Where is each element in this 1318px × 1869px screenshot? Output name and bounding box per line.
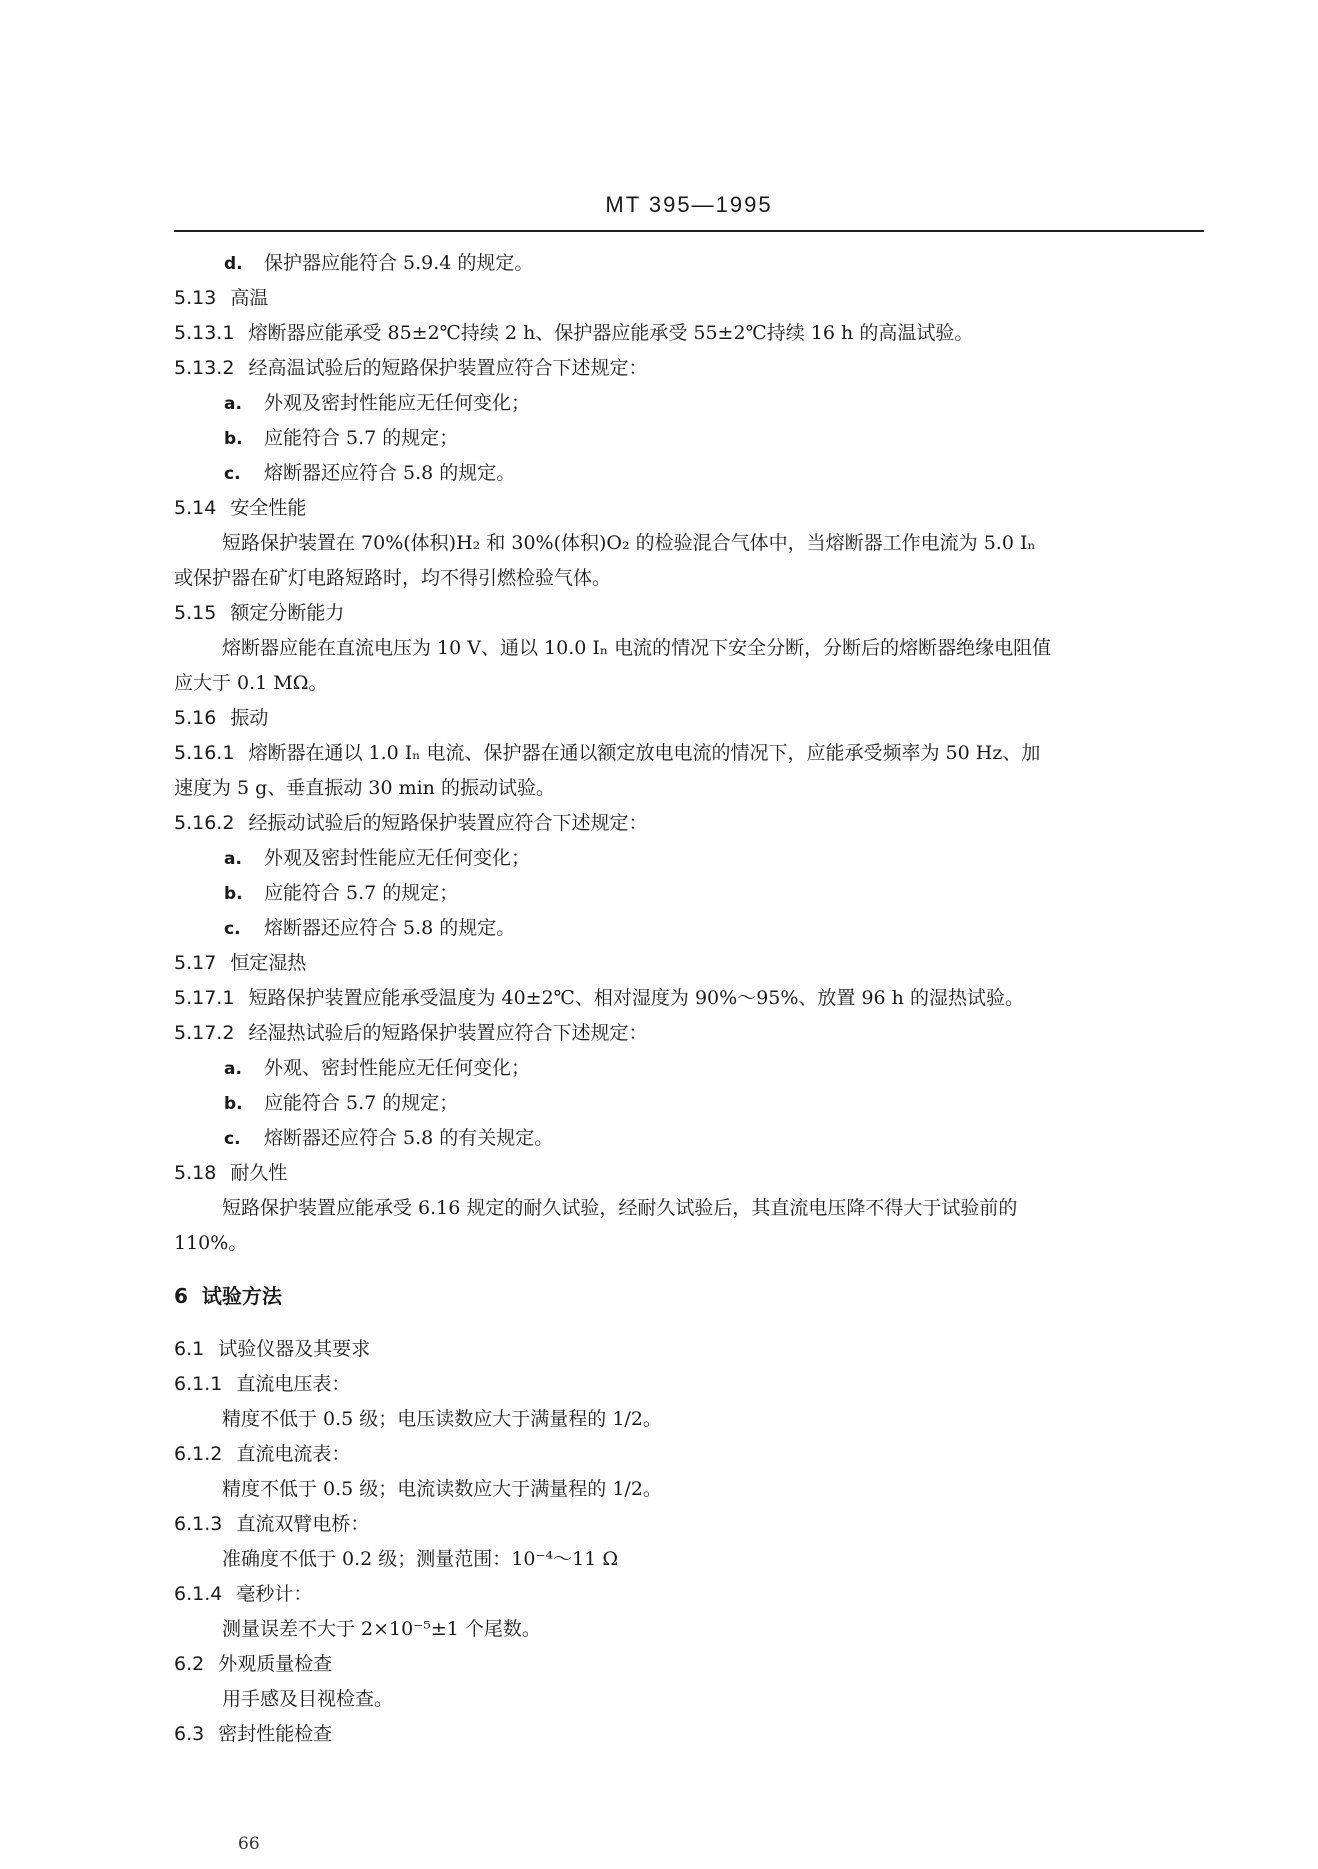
clause: [174, 281, 1204, 316]
list-item-text: 熔断器还应符合 5.8 的规定。: [264, 462, 516, 484]
clause-number: 5.16: [174, 707, 217, 729]
clause-text: 熔断器应能承受 85±2℃持续 2 h、保护器应能承受 55±2℃持续 16 h 的高温试验。: [248, 322, 974, 344]
list-item-label: c.: [224, 464, 241, 484]
chapter-heading: [174, 1279, 1204, 1314]
clause-number: 5.15: [174, 602, 217, 624]
clause-number: 5.13: [174, 287, 217, 309]
paragraph-line: 短路保护装置应能承受 6.16 规定的耐久试验，经耐久试验后，其直流电压降不得大于试验前的: [222, 1197, 1018, 1219]
list-item-label: a.: [224, 394, 242, 414]
clause-text: 熔断器在通以 1.0 Iₙ 电流、保护器在通以额定放电电流的情况下，应能承受频率为 50 Hz、加: [248, 742, 1041, 764]
paragraph-continuation: 速度为 5 g、垂直振动 30 min 的振动试验。: [174, 777, 555, 799]
clause-text: 耐久性: [230, 1162, 288, 1184]
paragraph-line: 精度不低于 0.5 级；电压读数应大于满量程的 1/2。: [222, 1408, 662, 1430]
paragraph-continuation: 应大于 0.1 MΩ。: [174, 672, 328, 694]
list-item-text: 外观及密封性能应无任何变化；: [264, 847, 531, 869]
list-item-label: b.: [224, 884, 243, 904]
clause-number: 5.14: [174, 497, 217, 519]
list-item-text: 应能符合 5.7 的规定；: [264, 1092, 459, 1114]
list-item-text: 保护器应能符合 5.9.4 的规定。: [264, 252, 534, 274]
clause-number: 5.13.2: [174, 357, 235, 379]
paragraph-line: 测量误差不大于 2×10⁻⁵±1 个尾数。: [222, 1618, 541, 1640]
clause-number: 6: [174, 1284, 188, 1308]
clause-text: 毫秒计：: [236, 1583, 313, 1605]
clause-number: 6.3: [174, 1723, 205, 1745]
list-item-label: c.: [224, 1129, 241, 1149]
clause-number: 6.1.4: [174, 1583, 223, 1605]
clause: [174, 1332, 1204, 1367]
clause-text: 经高温试验后的短路保护装置应符合下述规定：: [248, 357, 648, 379]
list-item: [174, 876, 1204, 911]
list-item-label: d.: [224, 254, 243, 274]
clause: [174, 946, 1204, 981]
clause: [174, 981, 1204, 1016]
list-item: [174, 246, 1204, 281]
list-item-label: c.: [224, 919, 241, 939]
page-number: 66: [238, 1834, 260, 1854]
paragraph-line: 准确度不低于 0.2 级；测量范围：10⁻⁴～11 Ω: [222, 1548, 619, 1570]
clause-number: 6.1.1: [174, 1373, 223, 1395]
paragraph-line: 用手感及目视检查。: [222, 1688, 394, 1710]
clause-text: 安全性能: [230, 497, 307, 519]
paragraph-line: 熔断器应能在直流电压为 10 V、通以 10.0 Iₙ 电流的情况下安全分断，分断后的熔断器绝缘电阻值: [222, 637, 1052, 659]
list-item-label: b.: [224, 1094, 243, 1114]
list-item: [174, 421, 1204, 456]
list-item-text: 熔断器还应符合 5.8 的规定。: [264, 917, 516, 939]
clause-number: 5.18: [174, 1162, 217, 1184]
list-item: [174, 911, 1204, 946]
clause-text: 经振动试验后的短路保护装置应符合下述规定：: [248, 812, 648, 834]
paragraph-continuation: 110%。: [174, 1232, 248, 1254]
clause-text: 恒定湿热: [230, 952, 307, 974]
clause-text: 直流双臂电桥：: [236, 1513, 370, 1535]
header-rule: [174, 230, 1204, 232]
list-item: [174, 1086, 1204, 1121]
clause-number: 5.17.1: [174, 987, 235, 1009]
clause-text: 密封性能检查: [218, 1723, 333, 1745]
clause-number: 6.1: [174, 1338, 205, 1360]
document-header: MT 395—1995: [605, 192, 773, 217]
clause-text: 短路保护装置应能承受温度为 40±2℃、相对湿度为 90%～95%、放置 96 h 的湿热试验。: [248, 987, 1024, 1009]
paragraph-continuation: 或保护器在矿灯电路短路时，均不得引燃检验气体。: [174, 567, 612, 589]
clause: [174, 351, 1204, 386]
clause: [174, 1016, 1204, 1051]
document-body: [174, 246, 1204, 1752]
clause: [174, 1577, 1204, 1612]
list-item-label: a.: [224, 849, 242, 869]
list-item: [174, 1121, 1204, 1156]
paragraph-line: 短路保护装置在 70%(体积)H₂ 和 30%(体积)O₂ 的检验混合气体中，当熔断器工作电流为 5.0 Iₙ: [222, 532, 1036, 554]
clause-text: 振动: [230, 707, 269, 729]
clause-text: 经湿热试验后的短路保护装置应符合下述规定：: [248, 1022, 648, 1044]
clause: [174, 316, 1204, 351]
clause-number: 5.16.2: [174, 812, 235, 834]
list-item-text: 应能符合 5.7 的规定；: [264, 882, 459, 904]
clause: [174, 1507, 1204, 1542]
clause: [174, 806, 1204, 841]
section-gap: [174, 1261, 1204, 1279]
clause: [174, 1156, 1204, 1191]
clause: [174, 736, 1204, 771]
clause-text: 外观质量检查: [218, 1653, 333, 1675]
list-item-text: 外观、密封性能应无任何变化；: [264, 1057, 531, 1079]
clause: [174, 1647, 1204, 1682]
clause-text: 试验方法: [201, 1284, 282, 1308]
list-item-text: 应能符合 5.7 的规定；: [264, 427, 459, 449]
list-item: [174, 841, 1204, 876]
clause-text: 额定分断能力: [230, 602, 345, 624]
clause: [174, 1717, 1204, 1752]
clause-text: 直流电流表：: [236, 1443, 351, 1465]
clause: [174, 1437, 1204, 1472]
list-item: [174, 456, 1204, 491]
list-item: [174, 1051, 1204, 1086]
list-item: [174, 386, 1204, 421]
list-item-text: 熔断器还应符合 5.8 的有关规定。: [264, 1127, 554, 1149]
clause: [174, 491, 1204, 526]
clause-text: 高温: [230, 287, 269, 309]
clause-number: 5.13.1: [174, 322, 235, 344]
clause-number: 6.1.3: [174, 1513, 223, 1535]
clause: [174, 701, 1204, 736]
paragraph-line: 精度不低于 0.5 级；电流读数应大于满量程的 1/2。: [222, 1478, 662, 1500]
list-item-text: 外观及密封性能应无任何变化；: [264, 392, 531, 414]
clause-number: 5.17.2: [174, 1022, 235, 1044]
list-item-label: a.: [224, 1059, 242, 1079]
clause-number: 6.2: [174, 1653, 205, 1675]
clause-text: 直流电压表：: [236, 1373, 351, 1395]
clause: [174, 1367, 1204, 1402]
clause: [174, 596, 1204, 631]
section-gap: [174, 1314, 1204, 1332]
clause-number: 5.16.1: [174, 742, 235, 764]
clause-number: 5.17: [174, 952, 217, 974]
clause-number: 6.1.2: [174, 1443, 223, 1465]
list-item-label: b.: [224, 429, 243, 449]
clause-text: 试验仪器及其要求: [218, 1338, 371, 1360]
